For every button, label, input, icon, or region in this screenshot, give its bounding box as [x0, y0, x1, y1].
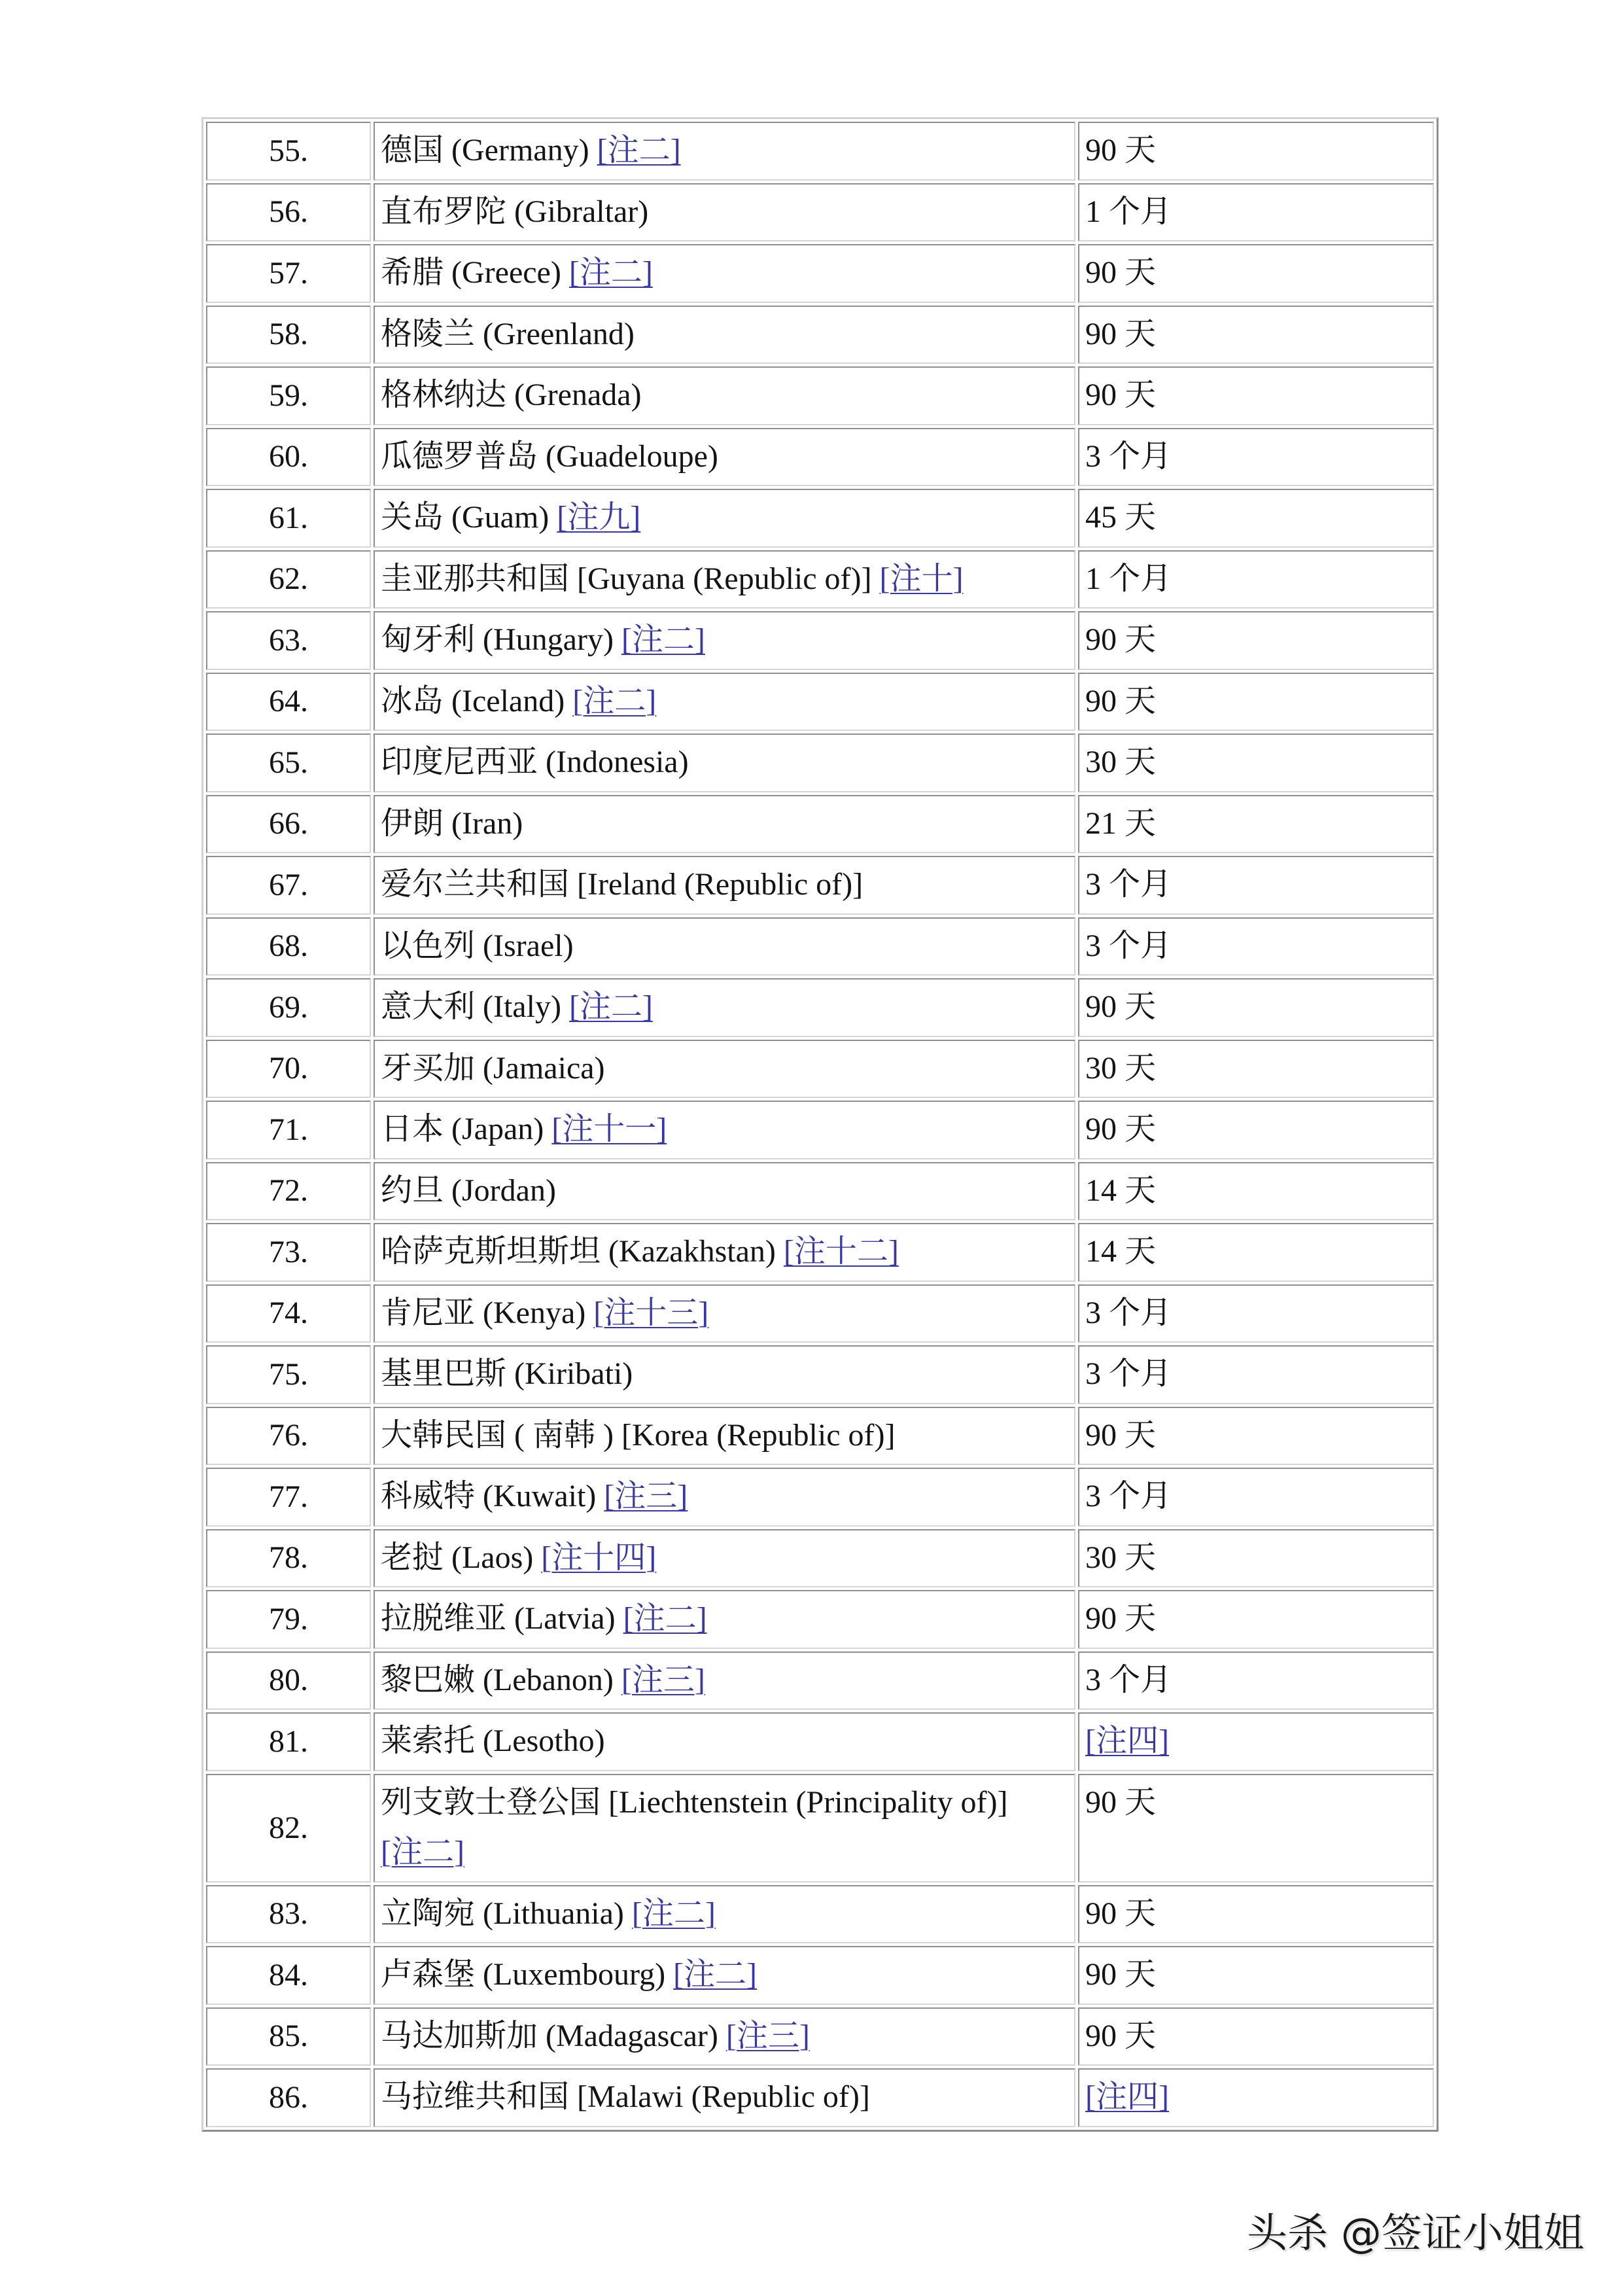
- stay-duration-cell: [1078, 1712, 1434, 1771]
- country-name: 卢森堡 (Luxembourg): [381, 1957, 666, 1992]
- row-number-cell: [206, 1407, 371, 1466]
- stay-duration-cell: [1078, 1345, 1434, 1404]
- table-row: [206, 917, 1434, 976]
- country-cell: [374, 917, 1075, 976]
- row-number: 85.: [269, 2019, 308, 2054]
- row-number: 57.: [269, 255, 308, 291]
- stay-duration: 90 天: [1085, 989, 1157, 1024]
- note-link[interactable]: [注二]: [631, 1896, 716, 1931]
- row-number: 59.: [269, 378, 308, 413]
- country-cell: [374, 1468, 1075, 1527]
- stay-duration: 3 个月: [1085, 1295, 1172, 1330]
- stay-duration: 90 天: [1085, 622, 1157, 657]
- row-number: 79.: [269, 1601, 308, 1636]
- table-row: [206, 489, 1434, 548]
- row-number: 65.: [269, 745, 308, 780]
- country-cell: [374, 306, 1075, 364]
- country-cell: [374, 489, 1075, 548]
- note-link[interactable]: [注十一]: [551, 1112, 667, 1146]
- row-number: 83.: [269, 1896, 308, 1932]
- country-cell: [374, 1040, 1075, 1099]
- row-number: 76.: [269, 1418, 308, 1453]
- stay-duration-cell: [1078, 550, 1434, 609]
- stay-duration: 45 天: [1085, 500, 1157, 535]
- row-number-cell: [206, 1284, 371, 1343]
- row-number: 69.: [269, 989, 308, 1025]
- table-row: [206, 550, 1434, 609]
- row-number: 73.: [269, 1234, 308, 1269]
- row-number-cell: [206, 306, 371, 364]
- country-name: 哈萨克斯坦斯坦 (Kazakhstan): [381, 1234, 776, 1269]
- row-number-cell: [206, 1774, 371, 1882]
- country-name: 直布罗陀 (Gibraltar): [381, 194, 649, 229]
- country-name: 列支敦士登公国 [Liechtenstein (Principality of)]: [381, 1784, 1008, 1820]
- country-cell: [374, 1590, 1075, 1649]
- table-row: [206, 978, 1434, 1037]
- stay-duration-cell: [1078, 1946, 1434, 2005]
- stay-duration-cell: [1078, 917, 1434, 976]
- stay-duration: 90 天: [1085, 378, 1157, 412]
- stay-duration-cell: [1078, 856, 1434, 915]
- row-number: 86.: [269, 2079, 308, 2115]
- country-cell: [374, 978, 1075, 1037]
- stay-duration: 1 个月: [1085, 561, 1172, 596]
- country-name: 关岛 (Guam): [381, 500, 550, 535]
- table-row: [206, 1101, 1434, 1159]
- stay-duration-cell: [1078, 1223, 1434, 1282]
- country-cell: [374, 1774, 1075, 1882]
- stay-duration-cell: [1078, 795, 1434, 854]
- country-cell: [374, 673, 1075, 732]
- row-number: 72.: [269, 1173, 308, 1209]
- stay-duration: 3 个月: [1085, 1662, 1172, 1697]
- stay-duration-cell: [1078, 1774, 1434, 1882]
- country-name: 匈牙利 (Hungary): [381, 622, 614, 657]
- note-link[interactable]: [注二]: [381, 1834, 464, 1869]
- country-name: 马达加斯加 (Madagascar): [381, 2018, 718, 2053]
- visa-stay-table: [201, 117, 1439, 2132]
- stay-duration: 90 天: [1085, 1957, 1157, 1992]
- row-number-cell: [206, 122, 371, 181]
- row-number-cell: [206, 244, 371, 303]
- note-link[interactable]: [注二]: [572, 683, 657, 718]
- table-row: [206, 306, 1434, 364]
- country-cell: [374, 1529, 1075, 1588]
- stay-duration-cell: [1078, 1885, 1434, 1944]
- row-number-cell: [206, 1223, 371, 1282]
- country-name: 基里巴斯 (Kiribati): [381, 1356, 633, 1391]
- row-number-cell: [206, 611, 371, 670]
- country-cell: [374, 366, 1075, 425]
- country-name: 爱尔兰共和国 [Ireland (Republic of)]: [381, 867, 864, 902]
- row-number: 58.: [269, 317, 308, 352]
- stay-duration: 30 天: [1085, 745, 1157, 779]
- stay-duration-cell: [1078, 428, 1434, 487]
- note-link[interactable]: [注二]: [568, 255, 653, 290]
- stay-duration-cell: [1078, 1468, 1434, 1527]
- table-row: [206, 1651, 1434, 1710]
- row-number-cell: [206, 366, 371, 425]
- row-number: 71.: [269, 1112, 308, 1147]
- stay-duration-cell: [1078, 673, 1434, 732]
- note-link[interactable]: [注三]: [621, 1662, 705, 1697]
- country-cell: [374, 795, 1075, 854]
- row-number-cell: [206, 795, 371, 854]
- row-number-cell: [206, 1946, 371, 2005]
- row-number: 70.: [269, 1051, 308, 1086]
- country-cell: [374, 1223, 1075, 1282]
- note-link[interactable]: [注十四]: [541, 1540, 657, 1575]
- stay-duration-cell: [1078, 244, 1434, 303]
- table-row: [206, 366, 1434, 425]
- stay-note-link[interactable]: [注四]: [1085, 2079, 1169, 2114]
- country-name: 立陶宛 (Lithuania): [381, 1896, 624, 1931]
- stay-duration-cell: [1078, 733, 1434, 792]
- stay-duration-cell: [1078, 2007, 1434, 2066]
- table-row: [206, 1946, 1434, 2005]
- row-number: 66.: [269, 806, 308, 841]
- table-row: [206, 244, 1434, 303]
- country-cell: [374, 1345, 1075, 1404]
- note-link[interactable]: [注九]: [557, 500, 641, 535]
- row-number-cell: [206, 1040, 371, 1099]
- country-cell: [374, 856, 1075, 915]
- row-number-cell: [206, 673, 371, 732]
- row-number: 78.: [269, 1540, 308, 1576]
- stay-duration: 14 天: [1085, 1173, 1157, 1208]
- stay-duration-cell: [1078, 1162, 1434, 1221]
- note-link[interactable]: [注十三]: [593, 1295, 709, 1330]
- country-cell: [374, 1407, 1075, 1466]
- country-name: 肯尼亚 (Kenya): [381, 1295, 586, 1330]
- table-row: [206, 1712, 1434, 1771]
- country-cell: [374, 1651, 1075, 1710]
- stay-duration-cell: [1078, 611, 1434, 670]
- row-number-cell: [206, 1712, 371, 1771]
- row-number: 82.: [269, 1810, 308, 1845]
- note-link[interactable]: [注二]: [568, 989, 653, 1024]
- row-number-cell: [206, 978, 371, 1037]
- row-number-cell: [206, 2007, 371, 2066]
- country-cell: [374, 183, 1075, 242]
- country-cell: [374, 1712, 1075, 1771]
- country-cell: [374, 244, 1075, 303]
- stay-duration: 90 天: [1085, 1601, 1157, 1636]
- note-link[interactable]: [注二]: [621, 622, 705, 657]
- country-name: 黎巴嫩 (Lebanon): [381, 1662, 614, 1697]
- table-row: [206, 795, 1434, 854]
- row-number-cell: [206, 489, 371, 548]
- country-cell: [374, 2068, 1075, 2127]
- country-name: 伊朗 (Iran): [381, 805, 523, 841]
- row-number-cell: [206, 550, 371, 609]
- row-number: 56.: [269, 194, 308, 230]
- country-name: 以色列 (Israel): [381, 928, 574, 963]
- stay-duration: 90 天: [1085, 1417, 1157, 1453]
- stay-duration-cell: [1078, 489, 1434, 548]
- row-number-cell: [206, 1651, 371, 1710]
- row-number-cell: [206, 1101, 371, 1159]
- note-link[interactable]: [注二]: [623, 1601, 707, 1636]
- stay-duration: 90 天: [1085, 1896, 1157, 1931]
- row-number-cell: [206, 1885, 371, 1944]
- stay-duration-cell: [1078, 1284, 1434, 1343]
- country-name: 莱索托 (Lesotho): [381, 1723, 605, 1758]
- note-link[interactable]: [注十二]: [783, 1234, 899, 1269]
- table-row: [206, 1468, 1434, 1527]
- table-row: [206, 2007, 1434, 2066]
- country-cell: [374, 1162, 1075, 1221]
- stay-duration: 90 天: [1085, 2018, 1157, 2053]
- stay-duration-cell: [1078, 2068, 1434, 2127]
- stay-duration: 3 个月: [1085, 867, 1172, 902]
- country-cell: [374, 611, 1075, 670]
- country-cell: [374, 1946, 1075, 2005]
- note-link[interactable]: [注二]: [673, 1957, 758, 1992]
- country-cell: [374, 122, 1075, 181]
- country-name: 格林纳达 (Grenada): [381, 378, 642, 412]
- stay-duration: 3 个月: [1085, 928, 1172, 963]
- stay-duration: 90 天: [1085, 133, 1157, 168]
- country-name: 科威特 (Kuwait): [381, 1479, 597, 1513]
- stay-duration-cell: [1078, 1590, 1434, 1649]
- table-row: [206, 428, 1434, 487]
- row-number-cell: [206, 733, 371, 792]
- row-number: 75.: [269, 1356, 308, 1392]
- country-name: 日本 (Japan): [381, 1112, 544, 1146]
- country-name: 圭亚那共和国 [Guyana (Republic of)]: [381, 561, 872, 596]
- row-number: 62.: [269, 561, 308, 597]
- country-name: 格陵兰 (Greenland): [381, 316, 635, 351]
- country-cell: [374, 2007, 1075, 2066]
- stay-duration: 30 天: [1085, 1050, 1157, 1086]
- note-link[interactable]: [注二]: [597, 133, 681, 168]
- country-name: 希腊 (Greece): [381, 255, 561, 290]
- stay-duration-cell: [1078, 1407, 1434, 1466]
- stay-duration-cell: [1078, 366, 1434, 425]
- country-name: 冰岛 (Iceland): [381, 683, 565, 718]
- table-row: [206, 1774, 1434, 1882]
- country-name: 大韩民国 ( 南韩 ) [Korea (Republic of)]: [381, 1417, 896, 1453]
- stay-duration: 90 天: [1085, 316, 1157, 351]
- stay-duration: 3 个月: [1085, 438, 1172, 474]
- row-number: 80.: [269, 1663, 308, 1698]
- country-cell: [374, 1101, 1075, 1159]
- table-row: [206, 856, 1434, 915]
- stay-duration: 90 天: [1085, 255, 1157, 290]
- row-number-cell: [206, 856, 371, 915]
- row-number: 68.: [269, 928, 308, 964]
- stay-duration: 1 个月: [1085, 194, 1172, 229]
- country-cell: [374, 1284, 1075, 1343]
- row-number: 74.: [269, 1296, 308, 1331]
- table-row: [206, 1590, 1434, 1649]
- row-number-cell: [206, 917, 371, 976]
- row-number-cell: [206, 428, 371, 487]
- country-name: 老挝 (Laos): [381, 1540, 534, 1575]
- stay-duration: 21 天: [1085, 805, 1157, 841]
- table-row: [206, 1885, 1434, 1944]
- table-row: [206, 1223, 1434, 1282]
- row-number: 63.: [269, 622, 308, 658]
- stay-duration-cell: [1078, 1101, 1434, 1159]
- table-row: [206, 1040, 1434, 1099]
- stay-duration: 90 天: [1085, 1784, 1157, 1820]
- stay-duration: 90 天: [1085, 683, 1157, 718]
- stay-duration-cell: [1078, 183, 1434, 242]
- row-number: 60.: [269, 439, 308, 474]
- row-number-cell: [206, 1590, 371, 1649]
- row-number: 55.: [269, 133, 308, 168]
- stay-duration-cell: [1078, 1040, 1434, 1099]
- row-number: 67.: [269, 867, 308, 902]
- visa-table-body: [206, 122, 1434, 2127]
- country-name: 印度尼西亚 (Indonesia): [381, 745, 689, 779]
- table-row: [206, 1345, 1434, 1404]
- table-row: [206, 611, 1434, 670]
- stay-duration-cell: [1078, 306, 1434, 364]
- row-number-cell: [206, 1345, 371, 1404]
- country-cell: [374, 733, 1075, 792]
- table-row: [206, 1284, 1434, 1343]
- country-name: 瓜德罗普岛 (Guadeloupe): [381, 438, 718, 474]
- stay-note-link[interactable]: [注四]: [1085, 1723, 1169, 1758]
- table-row: [206, 673, 1434, 732]
- watermark: 头杀 @签证小姐姐: [1247, 2209, 1584, 2257]
- table-row: [206, 733, 1434, 792]
- country-name: 意大利 (Italy): [381, 989, 561, 1024]
- stay-duration-cell: [1078, 978, 1434, 1037]
- country-cell: [374, 1885, 1075, 1944]
- country-name: 牙买加 (Jamaica): [381, 1050, 605, 1086]
- row-number-cell: [206, 2068, 371, 2127]
- country-name: 约旦 (Jordan): [381, 1173, 556, 1208]
- row-number: 77.: [269, 1479, 308, 1514]
- stay-duration: 30 天: [1085, 1540, 1157, 1575]
- country-name: 马拉维共和国 [Malawi (Republic of)]: [381, 2079, 870, 2114]
- country-cell: [374, 428, 1075, 487]
- row-number-cell: [206, 1468, 371, 1527]
- note-link[interactable]: [注三]: [725, 2018, 810, 2053]
- table-row: [206, 1407, 1434, 1466]
- stay-duration: 3 个月: [1085, 1356, 1172, 1391]
- row-number-cell: [206, 1162, 371, 1221]
- stay-duration-cell: [1078, 122, 1434, 181]
- country-name: 拉脱维亚 (Latvia): [381, 1601, 616, 1636]
- table-row: [206, 122, 1434, 181]
- country-name: 德国 (Germany): [381, 133, 589, 168]
- note-link[interactable]: [注三]: [604, 1479, 688, 1513]
- row-number-cell: [206, 183, 371, 242]
- row-number: 84.: [269, 1957, 308, 1992]
- table-row: [206, 183, 1434, 242]
- country-cell: [374, 550, 1075, 609]
- row-number: 81.: [269, 1723, 308, 1759]
- stay-duration: 3 个月: [1085, 1479, 1172, 1513]
- stay-duration: 90 天: [1085, 1112, 1157, 1146]
- stay-duration-cell: [1078, 1651, 1434, 1710]
- table-row: [206, 1529, 1434, 1588]
- table-row: [206, 1162, 1434, 1221]
- row-number: 61.: [269, 500, 308, 535]
- note-link[interactable]: [注十]: [879, 561, 964, 596]
- table-row: [206, 2068, 1434, 2127]
- stay-duration: 14 天: [1085, 1234, 1157, 1269]
- row-number: 64.: [269, 684, 308, 719]
- row-number-cell: [206, 1529, 371, 1588]
- stay-duration-cell: [1078, 1529, 1434, 1588]
